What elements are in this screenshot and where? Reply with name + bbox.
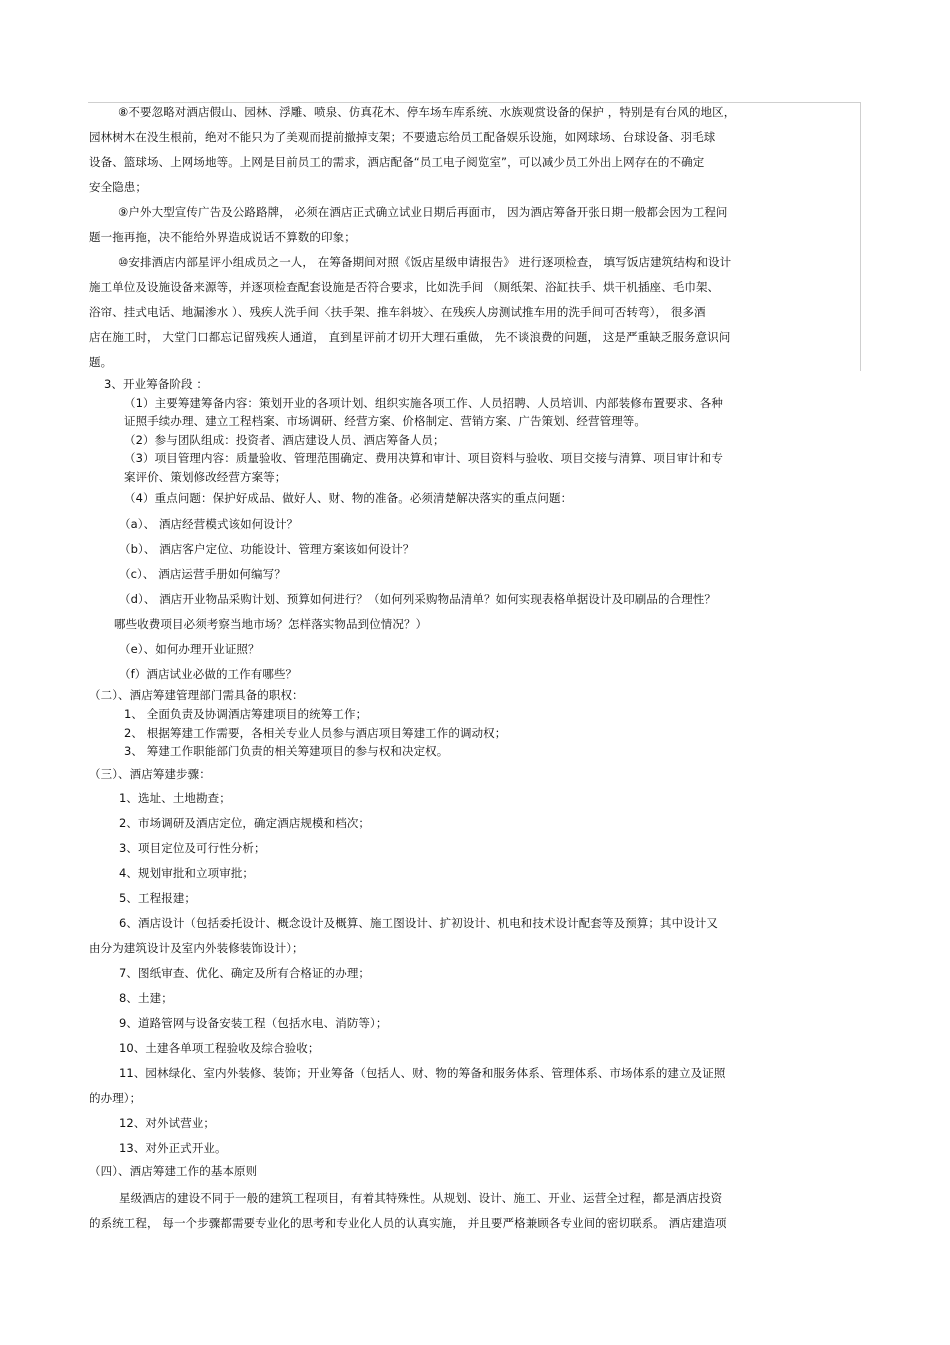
list-item: 5、工程报建； xyxy=(119,891,197,905)
list-item: 13、对外正式开业。 xyxy=(119,1141,227,1155)
text-line: ⑧不要忽略对酒店假山、园林、浮雕、喷泉、仿真花木、停车场车库系统、水族观赏设备的保护 ，特别是有台风的地区， xyxy=(118,105,736,119)
list-item: 1、选址、土地勘查； xyxy=(119,791,231,805)
text-line: 题。 xyxy=(89,355,113,369)
list-item: 2、 根据筹建工作需要，各相关专业人员参与酒店项目筹建工作的调动权； xyxy=(124,726,507,740)
text-line: 安全隐患； xyxy=(89,180,147,194)
text-line: 的系统工程， 每一个步骤都需要专业化的思考和专业化人员的认真实施， 并且要严格兼顾各专业间的密切联系。 酒店建造项 xyxy=(89,1216,727,1230)
section-heading: （四）、酒店筹建工作的基本原则 xyxy=(89,1164,258,1178)
text-line: 浴帘、挂式电话、地漏渗水 ）、残疾人洗手间〈扶手架、推车斜坡〉、在残疾人房测试推车用的洗手间可否转弯）， 很多酒 xyxy=(89,305,706,319)
text-line: 哪些收费项目必须考察当地市场？怎样落实物品到位情况？） xyxy=(114,617,428,631)
text-line: ⑨户外大型宣传广告及公路路牌， 必须在酒店正式确立试业日期后再面市， 因为酒店筹备开张日期一般都会因为工程问 xyxy=(118,205,728,219)
question-item: （f）酒店试业必做的工作有哪些？ xyxy=(119,667,298,681)
list-item: 1、 全面负责及协调酒店筹建项目的统筹工作； xyxy=(124,707,368,721)
section-heading: 3、开业筹备阶段 ： xyxy=(104,377,208,391)
list-item: 8、土建； xyxy=(119,991,173,1005)
text-line: 由分为建筑设计及室内外装修装饰设计）； xyxy=(89,941,304,955)
question-item: （a）、 酒店经营模式该如何设计？ xyxy=(119,517,299,531)
list-item: 4、规划审批和立项审批； xyxy=(119,866,255,880)
list-item: 3、项目定位及可行性分析； xyxy=(119,841,266,855)
section-heading: （二）、酒店筹建管理部门需具备的职权： xyxy=(89,688,304,702)
list-item: 11、园林绿化、室内外装修、装饰；开业筹备（包括人、财、物的筹备和服务体系、管理体系、市场体系的建立及证照 xyxy=(119,1066,726,1080)
text-line: 案评价、策划修改经营方案等； xyxy=(124,470,287,484)
list-item: 9、道路管网与设备安装工程（包括水电、消防等）； xyxy=(119,1016,388,1030)
text-line: 园林树木在没生根前，绝对不能只为了美观而提前撤掉支架；不要遗忘给员工配备娱乐设施，如网球场、台球设备、羽毛球 xyxy=(89,130,716,144)
list-item: 10、土建各单项工程验收及综合验收； xyxy=(119,1041,320,1055)
question-item: （b）、 酒店客户定位、功能设计、管理方案该如何设计？ xyxy=(119,542,415,556)
list-item: 6、酒店设计（包括委托设计、概念设计及概算、施工图设计、扩初设计、机电和技术设计配套等及预算；其中设计又 xyxy=(119,916,719,930)
text-line: 的办理）； xyxy=(89,1091,142,1105)
list-item: 2、市场调研及酒店定位，确定酒店规模和档次； xyxy=(119,816,371,830)
text-line: 店在施工时， 大堂门口都忘记留残疾人通道， 直到星评前才切开大理石重做， 先不谈浪费的问题， 这是严重缺乏服务意识问 xyxy=(89,330,731,344)
text-line: 施工单位及设施设备来源等，并逐项检查配套设施是否符合要求，比如洗手间 （厕纸架、浴缸扶手、烘干机插座、毛巾架、 xyxy=(89,280,720,294)
question-item: （d）、 酒店开业物品采购计划、预算如何进行？（如何列采购物品清单？如何实现表格单据设计及印刷品的合理性？ xyxy=(119,592,716,606)
text-line: （2）参与团队组成：投资者、酒店建设人员、酒店筹备人员； xyxy=(124,433,445,447)
list-item: 7、图纸审查、优化、确定及所有合格证的办理； xyxy=(119,966,371,980)
section-heading: （三）、酒店筹建步骤： xyxy=(89,767,211,781)
question-item: （e）、如何办理开业证照？ xyxy=(119,642,260,656)
question-item: （c）、 酒店运营手册如何编写？ xyxy=(119,567,286,581)
text-line: ⑩安排酒店内部星评小组成员之一人， 在筹备期间对照《饭店星级申请报告》 进行逐项检查， 填写饭店建筑结构和设计 xyxy=(118,255,732,269)
list-item: 12、对外试营业； xyxy=(119,1116,216,1130)
text-line: （4）重点问题：保护好成品、做好人、财、物的准备。必须清楚解决落实的重点问题： xyxy=(124,491,573,505)
text-line: 证照手续办理、建立工程档案、市场调研、经营方案、价格制定、营销方案、广告策划、经营管理等。 xyxy=(124,414,646,428)
text-line: 题一拖再拖，决不能给外界造成说话不算数的印象； xyxy=(89,230,356,244)
text-line: （3）项目管理内容：质量验收、管理范围确定、费用决算和审计、项目资料与验收、项目交接与清算、项目审计和专 xyxy=(124,451,724,465)
text-line: 星级酒店的建设不同于一般的建筑工程项目，有着其特殊性。从规划、设计、施工、开业、运营全过程，都是酒店投资 xyxy=(119,1191,723,1205)
text-line: （1）主要筹建筹备内容：策划开业的各项计划、组织实施各项工作、人员招聘、人员培训、内部装修布置要求、各种 xyxy=(124,396,724,410)
text-line: 设备、篮球场、上网场地等。上网是目前员工的需求，酒店配备“员工电子阅览室”，可以减少员工外出上网存在的不确定 xyxy=(89,155,705,169)
list-item: 3、 筹建工作职能部门负责的相关筹建项目的参与权和决定权。 xyxy=(124,744,449,758)
